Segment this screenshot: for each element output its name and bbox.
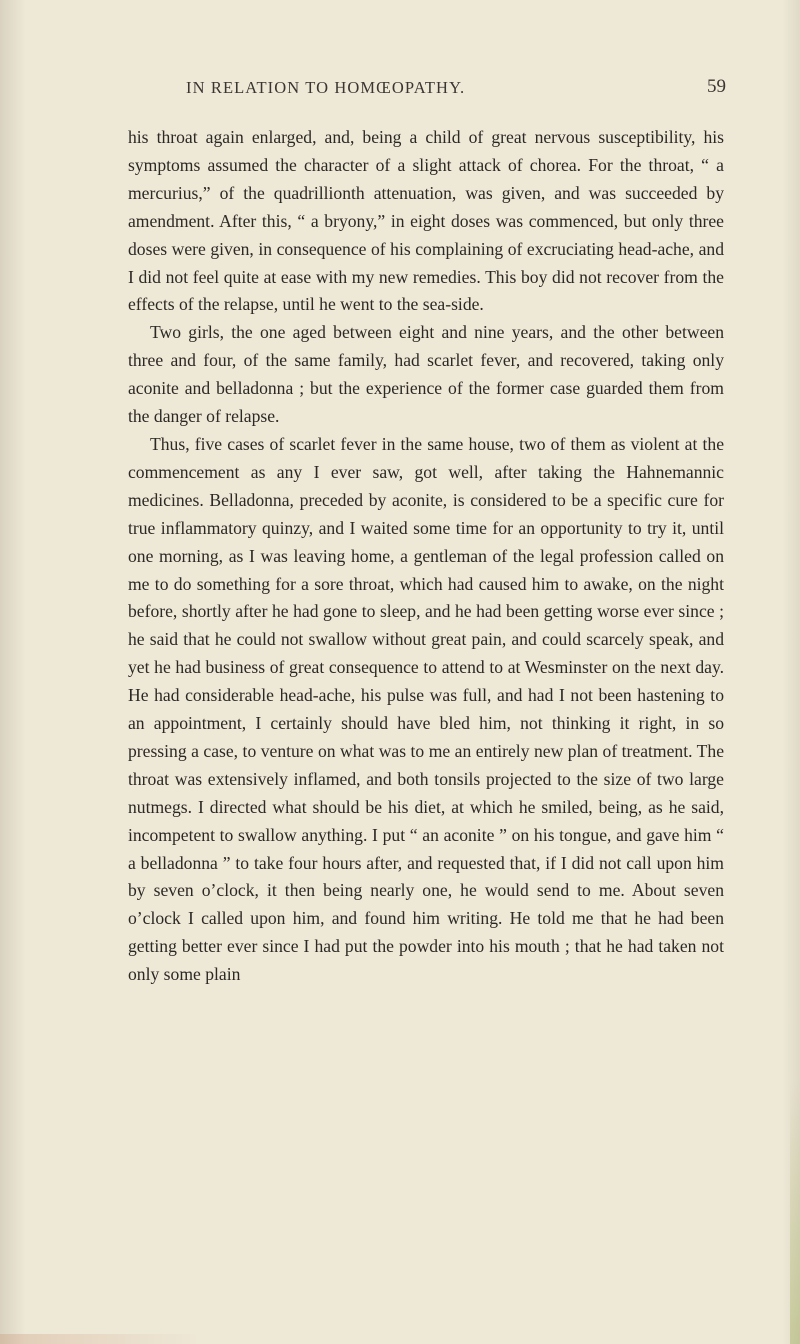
paragraph: Two girls, the one aged between eight and nine years, and the other between three and four, of the same family, had scarlet fever, and recovered, taking only aconite and belladonna ; but the experience of the former case guarded them from the danger of relapse. — [128, 322, 724, 427]
body-text — [128, 124, 724, 989]
paragraph: his throat again enlarged, and, being a child of great nervous susceptibility, his symptoms assumed the character of a slight attack of chorea. For the throat, “ a mercurius,” of the quadrillionth attenuation, was given, and was succeeded by amendment. After this, “ a bryony,” in eight doses was commenced, but only three doses were given, in consequence of his complaining of excruciating head-ache, and I did not feel quite at ease with my new remedies. This boy did not recover from the effects of the relapse, until he went to the sea-side. — [128, 127, 724, 315]
edge-stain — [790, 1080, 800, 1344]
running-title: IN RELATION TO HOMŒOPATHY. — [186, 78, 466, 97]
paragraph: Thus, five cases of scarlet fever in the same house, two of them as violent at the commencement as any I ever saw, got well, after taking the Hahnemannic medicines. Belladonna, preceded by aconite, is considered to be a specific cure for true inflammatory quinzy, and I waited some time for an opportunity to try it, until one morning, as I was leaving home, a gentleman of the legal profession called on me to do something for a sore throat, which had caused him to awake, on the night before, shortly after he had gone to sleep, and he had been getting worse ever since ; he said that he could not swallow without great pain, and could scarcely speak, and yet he had business of great consequence to attend to at Wesminster on the next day. He had considerable head-ache, his pulse was full, and had I not been hastening to an appointment, I certainly should have bled him, not thinking it right, in so pressing a case, to venture on what was to me an entirely new plan of treatment. The throat was extensively inflamed, and both tonsils projected to the size of two large nutmegs. I directed what should be his diet, at which he smiled, being, as he said, incompetent to swallow anything. I put “ an aconite ” on his tongue, and gave him “ a belladonna ” to take four hours after, and requested that, if I did not call upon him by seven o’clock, it then being nearly one, he would send to me. About seven o’clock I called upon him, and found him writing. He told me that he had been getting better ever since I had put the powder into his mouth ; that he had taken not only some plain — [128, 433, 724, 985]
page-number: 59 — [707, 76, 726, 97]
bottom-edge-stain — [0, 1334, 200, 1344]
